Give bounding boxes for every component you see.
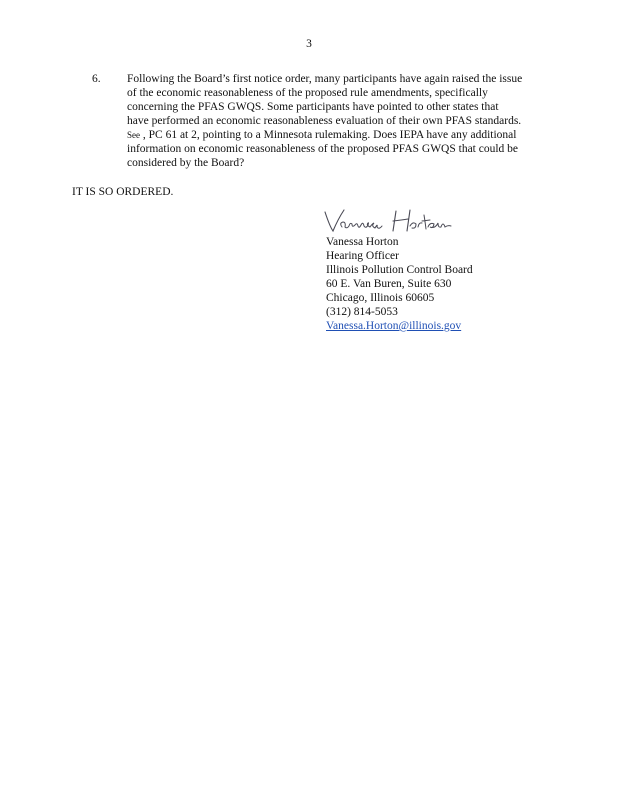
- paragraph-line: [127, 128, 547, 142]
- signer-name: Vanessa Horton: [326, 236, 399, 248]
- paragraph-line: information on economic reasonableness of the proposed PFAS GWQS that could be: [127, 143, 519, 155]
- signature-block: [326, 235, 473, 333]
- phone-number: (312) 814-5053: [326, 306, 398, 318]
- address-line-2: Chicago, Illinois 60605: [326, 292, 435, 304]
- see-citation: See: [127, 130, 140, 140]
- citation-text: , PC 61 at 2, pointing to a Minnesota rulemaking. Does IEPA have any additional: [140, 129, 517, 141]
- page-number: 3: [306, 38, 312, 50]
- signer-title: Hearing Officer: [326, 250, 399, 262]
- handwritten-signature: [322, 207, 456, 237]
- paragraph-line: concerning the PFAS GWQS. Some participants have pointed to other states that: [127, 101, 499, 113]
- paragraph-line: have performed an economic reasonableness evaluation of their own PFAS standards.: [127, 115, 522, 127]
- paragraph-number: 6.: [92, 73, 101, 85]
- paragraph-line: considered by the Board?: [127, 157, 245, 169]
- email-link[interactable]: Vanessa.Horton@illinois.gov: [326, 320, 462, 332]
- paragraph-text: [127, 72, 547, 170]
- signer-organization: Illinois Pollution Control Board: [326, 264, 473, 276]
- paragraph-line: Following the Board’s first notice order, many participants have again raised the issue: [127, 73, 523, 85]
- closing-statement: IT IS SO ORDERED.: [72, 186, 174, 198]
- address-line-1: 60 E. Van Buren, Suite 630: [326, 278, 452, 290]
- paragraph-line: of the economic reasonableness of the proposed rule amendments, specifically: [127, 87, 488, 99]
